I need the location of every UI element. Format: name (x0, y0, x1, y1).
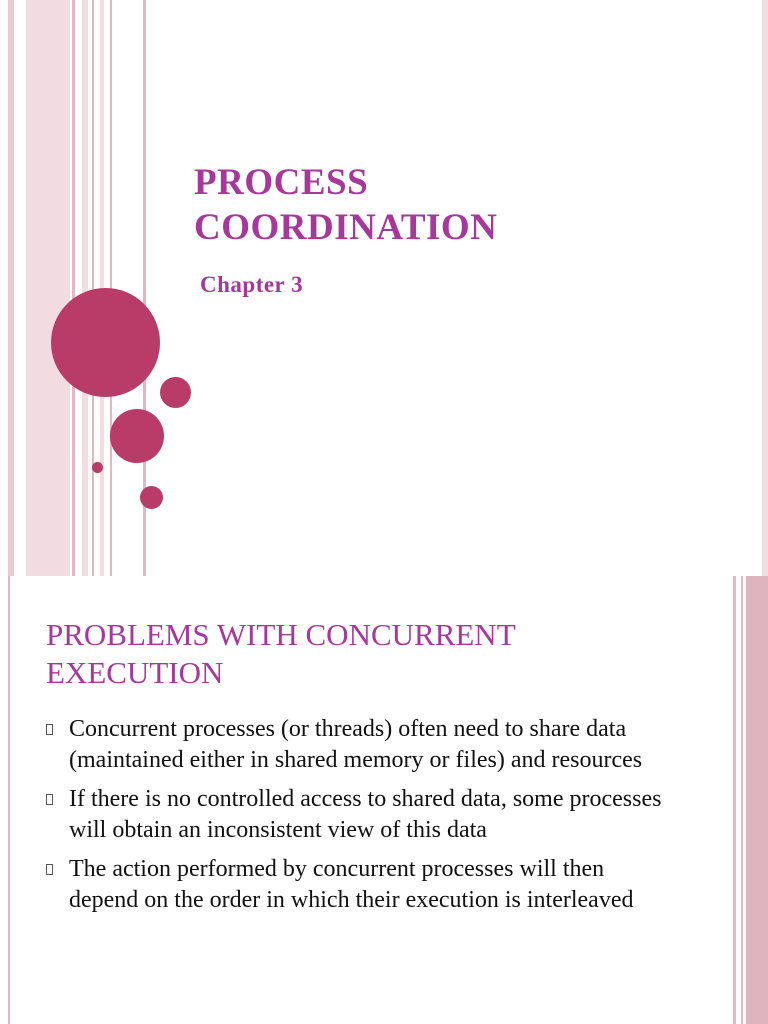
slide-subtitle: Chapter 3 (200, 272, 304, 297)
decorative-stripe (746, 576, 768, 1024)
bullet-item (46, 714, 676, 776)
large-circle (51, 288, 160, 397)
bullet-text: If there is no controlled access to shared data, some processes will obtain an inconsistent view of this data (69, 786, 662, 843)
content-slide (0, 576, 768, 1024)
square-bullet-icon (46, 864, 53, 875)
decorative-stripe (762, 0, 768, 576)
bullet-text: The action performed by concurrent processes will then depend on the order in which their execution is interleaved (69, 856, 634, 913)
bullet-item (46, 854, 676, 916)
medium-circle (110, 409, 164, 463)
decorative-stripe (92, 0, 94, 576)
decorative-stripe (733, 576, 736, 1024)
slide-title: PROBLEMS WITH CONCURRENT EXECUTION (46, 617, 516, 690)
tiny-circle (92, 462, 103, 473)
bullet-list (46, 714, 676, 924)
decorative-stripe (26, 0, 70, 576)
small-circle (160, 377, 191, 408)
decorative-stripe (8, 576, 10, 1024)
square-bullet-icon (46, 724, 53, 735)
decorative-stripe (8, 0, 14, 576)
square-bullet-icon (46, 794, 53, 805)
decorative-stripe (82, 0, 88, 576)
decorative-stripe (741, 576, 743, 1024)
small-circle (140, 486, 163, 509)
bullet-text: Concurrent processes (or threads) often need to share data (maintained either in shared memory or files) and resources (69, 716, 643, 773)
slide-title: PROCESS COORDINATION (194, 162, 498, 248)
decorative-stripe (72, 0, 75, 576)
decorative-stripe (0, 576, 5, 1024)
bullet-item (46, 784, 676, 846)
